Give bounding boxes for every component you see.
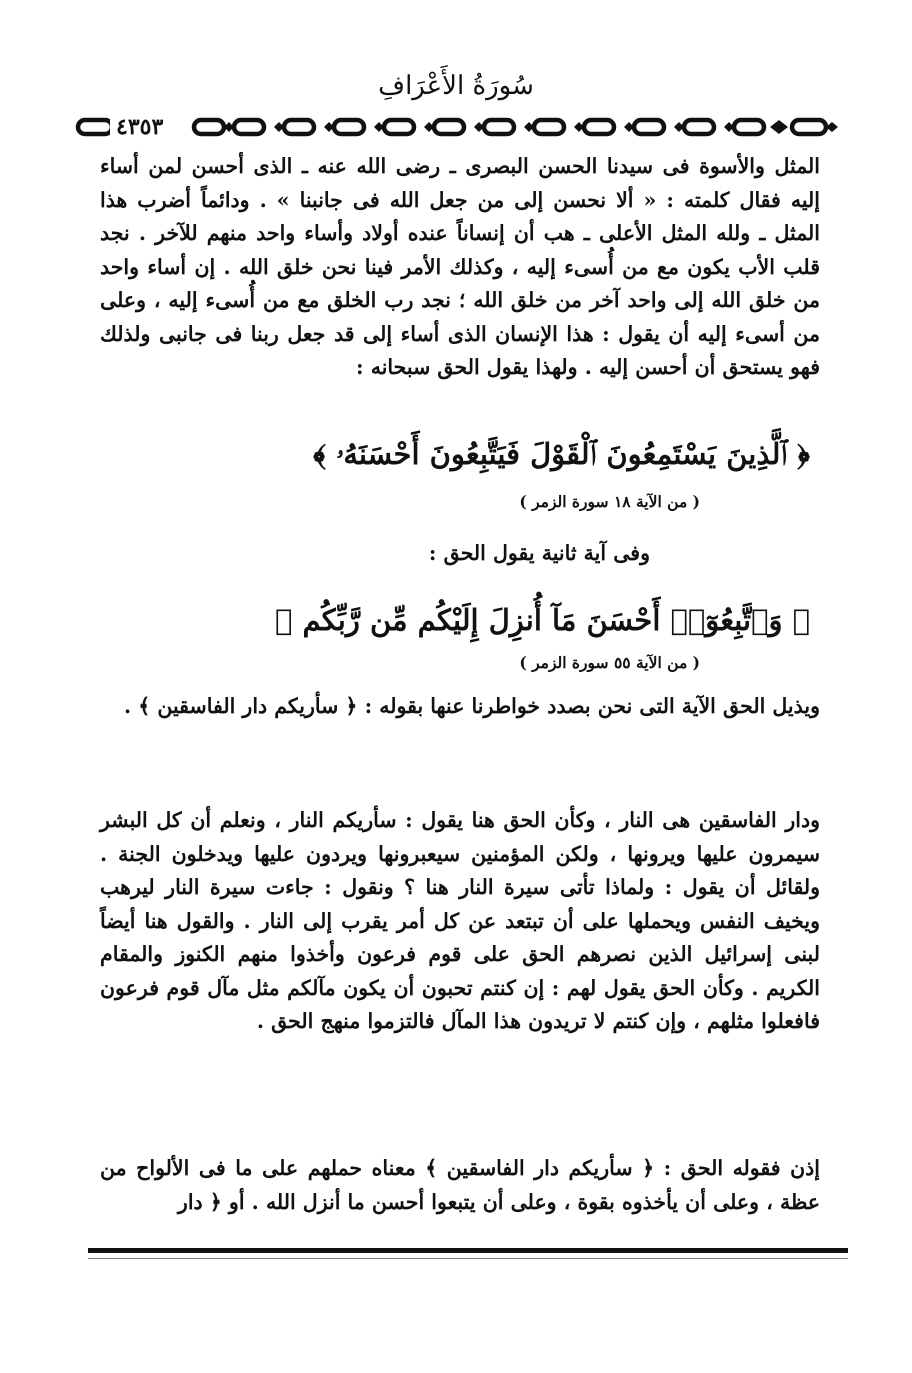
verse-reference-2: ( من الآية ٥٥ سورة الزمر ) <box>519 653 700 672</box>
footer-rule-thin <box>88 1258 848 1259</box>
quran-verse-1: ﴿ ٱلَّذِينَ يَسْتَمِعُونَ ٱلْقَوْلَ فَيَتَّبِعُونَ أَحْسَنَهُۥ ﴾ <box>313 437 810 471</box>
footer-rule <box>88 1248 848 1253</box>
surah-title: سُورَةُ الأَعْرَافِ <box>378 71 534 101</box>
page-number-box <box>74 110 838 144</box>
paragraph-3: ودار الفاسقين هى النار ، وكأن الحق هنا يقول : سأريكم النار ، ونعلم أن كل البشر سيمرون عليها ويرونها ، ولكن المؤمنين سيعبرونها ويردون عليها ويدخلون الجنة . ولقائل أن يقول : ولماذا تأتى سيرة النار هنا ؟ ونقول : جاءت سيرة النار ليرهب ويخيف النفس ويحملها على أن تبتعد عن كل أمر يقرب إلى النار . والقول هنا أيضاً لبنى إسرائيل الذين نصرهم الحق على قوم فرعون وأخذوا منهم الكنوز والمقام الكريم . وكأن الحق يقول لهم : إن كنتم تحبون أن يكون مآلكم مثل مآل قوم فرعون فافعلوا مثلهم ، وإن كنتم لا تريدون هذا المآل فالتزموا منهج الحق . <box>100 808 820 1033</box>
paragraph-1: المثل والأسوة فى سيدنا الحسن البصرى ـ رضى الله عنه ـ الذى أحسن لمن أساء إليه فقال كلمته : « ألا نحسن إلى من جعل الله فى جانبنا » . ودائماً أضرب هذا المثل ـ ولله المثل الأعلى ـ هب أن إنساناً عنده أولاد وأساء واحد منهم للآخر . نجد قلب الأب يكون مع من أُسىء إليه ، وكذلك الأمر فينا نحن خلق الله . إن أساء واحد من خلق الله إلى واحد آخر من خلق الله ؛ نجد رب الخلق مع من أُسىء إليه ، وعلى من أسىء إليه أن يقول : هذا الإنسان الذى أساء إلى قد جعل ربنا فى جانبى ولذلك فهو يستحق أن أحسن إليه . ولهذا يقول الحق سبحانه : <box>100 154 820 379</box>
quran-verse-2: ﴿ وَٱتَّبِعُوٓا۟ أَحْسَنَ مَآ أُنزِلَ إِلَيْكُم مِّن رَّبِّكُم ﴾ <box>274 603 810 637</box>
paragraph-4: إذن فقوله الحق : ﴿ سأريكم دار الفاسقين ﴾ معناه حملهم على ما فى الألواح من عظة ، وعلى أن يأخذوه بقوة ، وعلى أن يتبعوا أحسن ما أنزل الله . أو ﴿ دار <box>100 1156 820 1214</box>
verse-reference-1: ( من الآية ١٨ سورة الزمر ) <box>519 492 700 511</box>
page-number: ٤٣٥٣ <box>110 114 169 140</box>
paragraph-2: ويذيل الحق الآية التى نحن بصدد خواطرنا عنها بقوله : ﴿ سأريكم دار الفاسقين ﴾ . <box>123 694 820 718</box>
verse-intro-2: وفى آية ثانية يقول الحق : <box>428 541 650 565</box>
ornamental-border <box>74 110 838 144</box>
